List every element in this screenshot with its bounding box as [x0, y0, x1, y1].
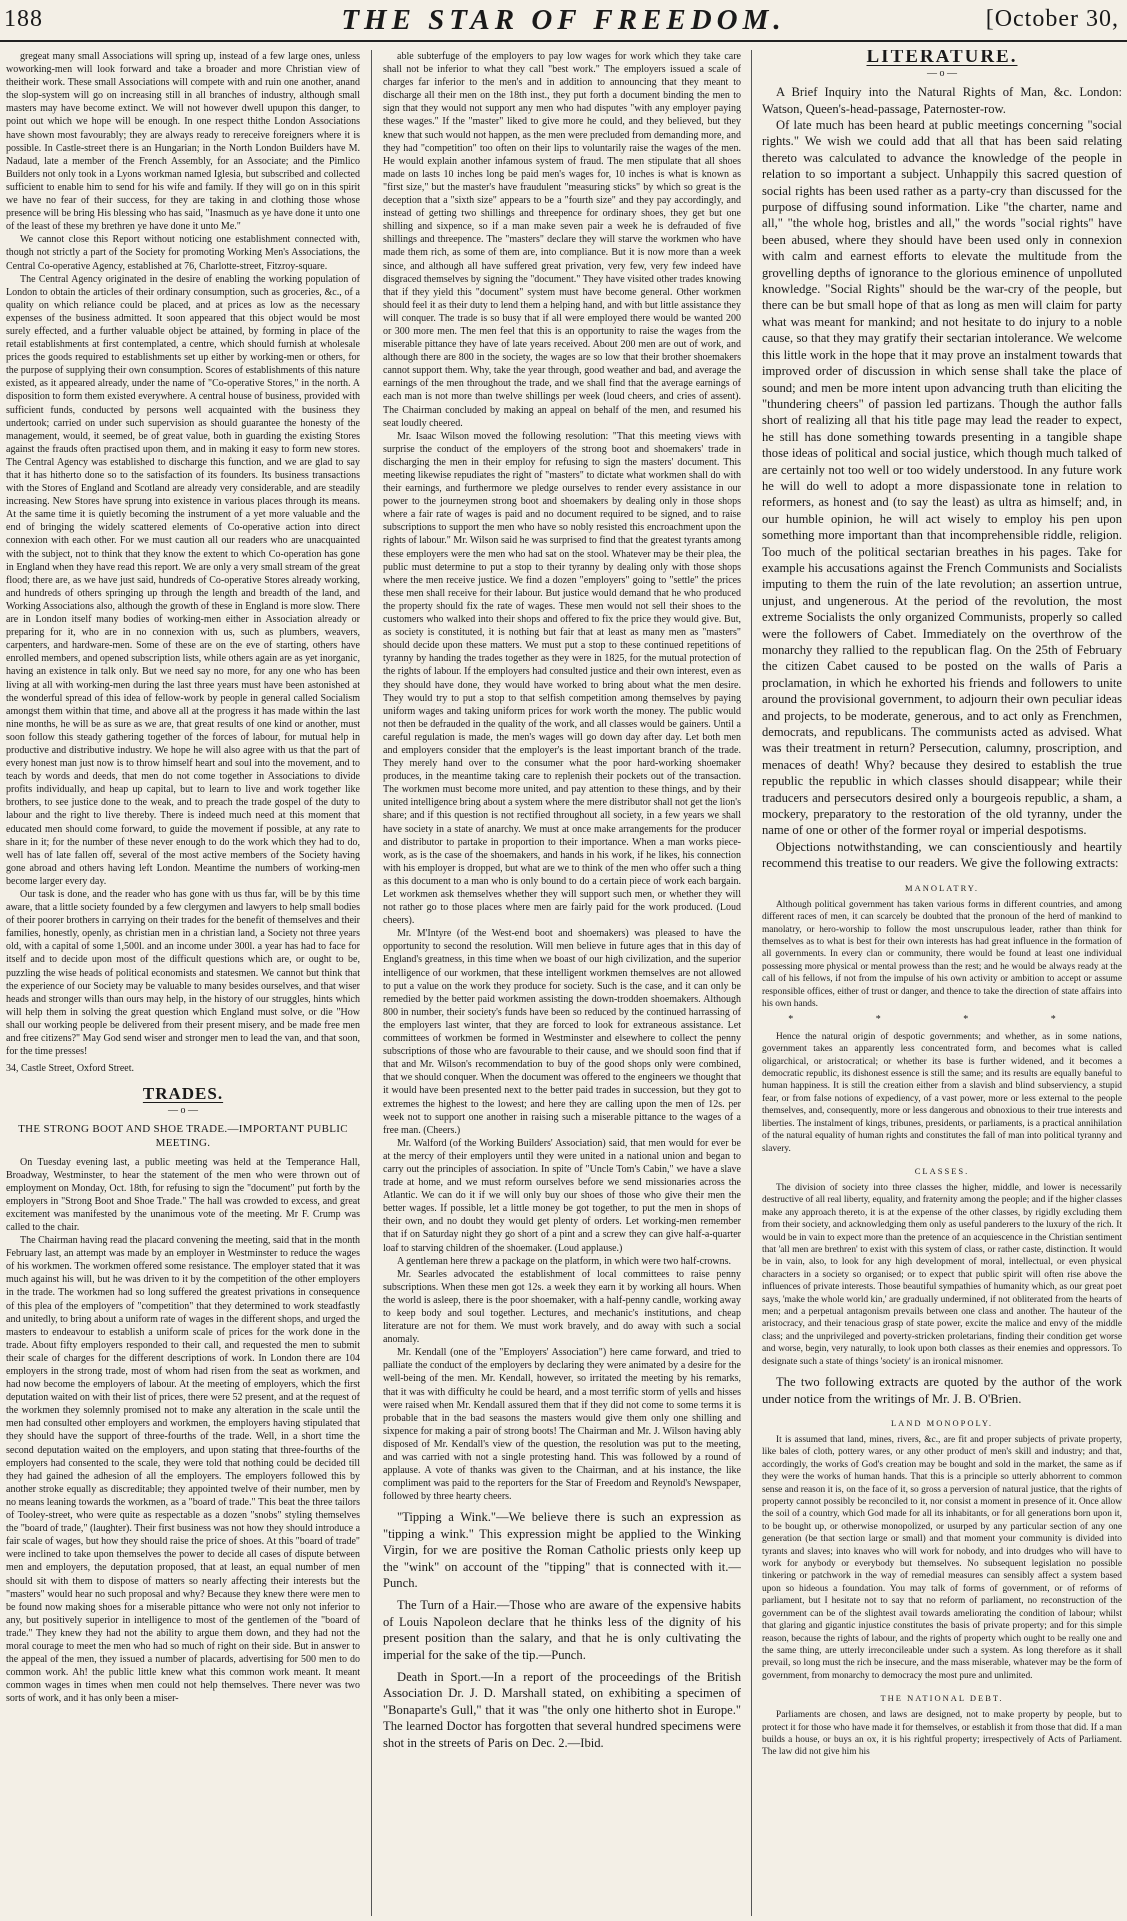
extract-title: LAND MONOPOLY.: [890, 1417, 994, 1428]
newspaper-title: THE STAR OF FREEDOM.: [341, 4, 786, 36]
paragraph: Mr. Isaac Wilson moved the following resolution: "That this meeting views with surprise the conduct of the employers of the strong boot and shoemakers' trade in discharging the men in their employ for refusing to sign the masters' document. This meeting likewise repudiates the right of "masters" to dictate what workmen shall do with their earnings, and furthermore we pledge ourselves to render every assistance in our power to the journeymen strong boot and shoemakers by dealing only in those shops where a fair rate of wages is paid and no document required to be signed, and to raise subscriptions to support the men who have so nobly resisted this encroachment upon the rights of labour." Mr. Wilson said he was surprised to find that the greatest tyrants among these employers were the men who had sat on the stool. Whatever may be their plea, the public must determine to put a stop to their tyranny by dealing only with those shops where the men receive justice. We find a dozen "employers" going to "settle" the prices these men shall receive for their labour. But justice would demand that he who produced the property should fix the rate of wages. These men would not sell their shoes to the customers who walked into their shops and offered to fix the price they would give. But, as society is constituted, it is nothing but fair that at least as many men as "masters" should decide upon these matters. We must put a stop to these continued repetitions of tyranny by handing the trades together as they were in 1825, for the mutual protection of the rights of labour. If the employers had consulted justice and their own interest, even as they should have done, they would have worked to bring about what the men desire. They would try to put a stop to that selfish competition among themselves by paying uniform wages and taking uniform prices for work worth the money. The public would not then be defrauded in the quality of the work, and all classes would be gainers. Until a careful regulation is made, the men's wages will go down day after day. Let both men and employers consider that the employer's is the least important branch of the trade. They merely hand over to the consumer what the poor hard-working shoemaker produces, in the meantime taking care to replenish their pockets out of the transaction. The workmen must become more united, and pay attention to these things, and by their united intelligence bring about a system where the mere distributor shall not get the lion's share; and if this question is not rectified throughout all society, in a few years we shall have society in a state of anarchy. We must at once make arrangements for the producer and distributor to partake in proportion to their importance. When a man works piece-work, as is the case of the shoemakers, and hands in his work, if he likes, his connection with his employer is dropped, but what are we to think of the men who offer such a thing as this document to a man who is only bound to do a certain piece of work each bargain. Let workmen ask themselves whether they will support such men, or whether they will not rather go to those places where men are fairly paid for the work produced. (Loud cheers).: [383, 430, 741, 927]
paragraph: The two following extracts are quoted by the author of the work under notice from the writings of Mr. J. B. O'Brien.: [762, 1375, 1122, 1406]
header-rule: [0, 40, 1127, 42]
paragraph: Mr. Kendall (one of the "Employers' Association") here came forward, and tried to palliate the conduct of the employers by declaring they were animated by a desire for the well-being of the men. Mr. Kendall, however, so irritated the meeting by his remarks, that it was with difficulty he could be heard, and a most terrific storm of yells and hisses were raised when Mr. Kendall assured them that if they did not come to some terms it is probable that in the bad seasons the masters would give them only one shilling and sixpence for making a pair of strong boots! The Chairman and Mr. J. Wilson having ably disposed of Mr. Kendall's view of the question, the resolution was put to the meeting, and was carried with not a single protesting hand. This was followed by a round of applause. A vote of thanks was given to the Chairman, and at his instance, the like compliment was paid to the reporters for the Star of Freedom and Reynold's Newspaper, followed by three hearty cheers.: [383, 1347, 741, 1503]
paragraph: Hence the natural origin of despotic governments; and whether, as in some nations, government takes an apparently less concentrated form, and becomes what is called oligarchical, or aristocratical; or whether its base is further widened, and it becomes a democratic republic, its dishonest essence is still the same; and its results are equally baneful to human happiness. It is still the creation either from a slavish and blind subserviency, a stupid fear, or from false notions of expediency, of a vast power, more or less external to the people themselves, and, consequently, more or less dangerous and obnoxious to their true interests and liberties. The instalment of kings, tribunes, presidents, or parliaments, is a practical annihilation of the natural equality of human rights and constitutes the fall of man into political tyranny and slavery.: [762, 1031, 1122, 1154]
section-ornament: — o —: [927, 68, 957, 80]
extract-title: MANOLATRY.: [905, 882, 979, 893]
news-item: "Tipping a Wink."—We believe there is such an expression as "tipping a wink." This expression might be applied to the Winking Virgin, for we are positive the Roman Catholic priests only keep up the "wink" on account of the "tipping" that is connected with it.—Punch.: [383, 1510, 741, 1591]
paragraph: Although political government has taken various forms in different countries, and among different races of men, it can scarcely be doubted that the pronoun of the herd of mankind to manolatry, or hero-worship to follow the most unscrupulous leader, rather than think for themselves as to what is best for their own interests has had great influence in the formation of all governments. In every clan or community, there would be found at least one individual possessing more physical or mental prowess than the rest; and he would be always ready at the call of his fellows, if not from the impulse of his own activity or ambition to accept or assume responsible offices, either of trust or danger, and thence to take the direction of state affairs into his own hands.: [762, 899, 1122, 1010]
paragraph: Mr. Walford (of the Working Builders' Association) said, that men would for ever be at the mercy of their employers until they were united in a national union and began to carry out the principles of association. In spite of "Uncle Tom's Cabin," we have a slave trade at home, and we must reform ourselves before we send missionaries across the Atlantic. We can do it if we will only buy our shoes of those who give their men the better wages. If possible, let a little money be got together, to put the men in shops of their own, and no doubt they would get plenty of orders. Let working-men remember that if on Saturday night they go short of a pint and a screw they can give half-a-quarter loaf to starving children of the shoemaker. (Loud applause.): [383, 1137, 741, 1254]
miscellany-items: [383, 1509, 741, 1751]
issue-date: [October 30,: [985, 6, 1119, 32]
article-headline: THE STRONG BOOT AND SHOE TRADE.—IMPORTANT PUBLIC MEETING.: [18, 1122, 348, 1149]
paragraph: Objections notwithstanding, we can conscientiously and heartily recommend this treatise to our readers. We give the following extracts:: [762, 839, 1122, 871]
review-heading: A Brief Inquiry into the Natural Rights of Man, &c. London: Watson, Queen's-head-passage, Paternoster-row.: [762, 85, 1122, 116]
paragraph: Our task is done, and the reader who has gone with us thus far, will be by this time aware, that a little society founded by a few clergymen and lawyers to help small bodies of their poorer brothers in carrying on their trades for the benefit of themselves and their families, honestly, openly, as christian men in a christian land, a Society not three years old, with a capital of some 1,500l. and an income under 300l. a year has had to face for itself and to decide upon most of the difficult questions which are, or ought to be, puzzling the wise heads of political economists and statesmen. We cannot but think that the experience of our Society may be valuable to many besides ourselves, and that wiser heads and stronger wills than ours may help, in the history of our struggles, hints which will help them in solving the great question which England must solve, or die "How shall our working people be delivered from their present misery, and be made free men and free citizens?" May God send wiser and stronger men to lead the van, and that soon, for the time presses!: [6, 889, 360, 1058]
paragraph: It is assumed that land, mines, rivers, &c., are fit and proper subjects of private property, like bales of cloth, pottery wares, or any other product of men's skill and industry; and that, accordingly, the works of God's creation may be bought and sold in the market, the same as if they were the works of human hands. That this is a principle so utterly abhorrent to common sense and reason it is, on the face of it, so gross a perversion of natural justice, that the rights of property cannot possibly be reconciled to it, nor consist a moment in presence of it. Once allow the soil of a country, which God made for all its inhabitants, or for all generations born upon it, to be bought up, or otherwise monopolized, or usurped by any particular section of any one generation (be that section large or small) and that moment your community is divided into tyrants and slaves; into knaves who will work for nobody, and into drudges who will have to work for anybody or everybody but themselves. No subsequent legislation no possible tinkering or patchwork in the way of remedial measures can sensibly affect a system based upon so hideous a foundation. You may talk of forms of government, or of reforms of parliament, but I hesitate not to say that no reform of parliament, no reconstruction of the government can be of the slightest avail towards ameliorating the condition of labour; whilst that glaring and gigantic injustice constitutes the basis of private property; and for this simple reason, because the rights of labour, and the rights of property which ought to be really one and the same thing, are utterly irreconcileable under such a system. As long therefore as it shall prevail, so long must the rich be insecure, and the mass miserable, whatever may be the form of government, from monarchy to democracy the most pure and unlimited.: [762, 1435, 1122, 1681]
column-2: [383, 50, 741, 1918]
paragraph: Mr. Searles advocated the establishment of local committees to raise penny subscriptions. When these men got 12s. a week they earn it by working all hours. When the world is asleep, there is the poor shoemaker, with a half-penny candle, working away to keep body and soul together. Lectures, and mechanic's institutions, and cheap literature are not for them. We must work bravely, and do away with such a social anomaly.: [383, 1268, 741, 1346]
column-divider: [371, 50, 372, 1916]
paragraph: We cannot close this Report without noticing one establishment connected with, though not strictly a part of the Society for promoting Working Men's Associations, the Central Co-operative Agency, established at 76, Charlotte-street, Fitzroy-square.: [6, 234, 360, 272]
section-ornament: — o —: [168, 1105, 198, 1117]
column-divider: [751, 50, 752, 1916]
trades-section-title: TRADES.: [142, 1084, 224, 1104]
report-address: 34, Castle Street, Oxford Street.: [6, 1063, 135, 1075]
section-break-stars: * * * *: [788, 1014, 1096, 1026]
paragraph: The division of society into three classes the higher, middle, and lower is necessarily destructive of all real liberty, equality, and fraternity among the people; and if the higher classes make any approach thereto, it is at the expense of the other classes, by rigidly excluding them from their society, and acknowledging them only as useful panderers to the luxury of the rich. It would be in vain to expect more than the pretence of an acquiescence in the Christian sentiment that 'all men are brethren' to exist with this system of class, or rather caste, distinction. It would be in vain, also, to look for any high development of moral, intellectual, or even physical characters in a society so organised; or to expect that public spirit will often rise above the influences of private interests. Those beautiful sympathies of humanity which, as our great poet says, 'make the whole world kin,' are gradually undermined, if not obliterated from the hearts of men; and a perpetual antagonism prevails between one class and another. The hauteur of the aristocracy, and their tenacious grasp of state power, excite the malice and envy of the middle class; and the unprivileged and poverty-stricken proletarians, finding their condition get worse and worse, begin, very naturally, to look upon both classes as their enemies and oppressors. To designate such a state of things 'society' is an ironical misnomer.: [762, 1183, 1122, 1367]
extract-title: CLASSES.: [914, 1165, 970, 1176]
paragraph: Of late much has been heard at public meetings concerning "social rights." We wish we could add that all that has been said relating thereto was calculated to advance the knowledge of the people in relation to so important a subject. Unhappily this sacred question of social rights has been used rather as a party-cry than discussed for the purpose of diffusing sound information. Like "the charter, name and all," "the whole hog, bristles and all," the words "social rights" have been abused, where they should have been used only in connexion with calm and earnest efforts to elevate the multitude from the grovelling depths of ignorance to the glorious eminence of unpolluted knowledge. "Social Rights" should be the war-cry of the people, but there can be but small hope of that as long as men will claim for party what was meant for mankind; and not hesitate to do injury to a noble cause, so that they may gratify their sectarian intolerance. We welcome this little work in the hope that it may prove an instalment towards that improved order of discussion in which sense shall take the place of sound; and men be more intent upon advancing truth than eliciting the "thundering cheers" of passion led partizans. Though the author falls short of realizing all that his title page may lead the reader to expect, he still has done something towards presenting in a tangible shape those ideas of political and social justice, which though much talked of are certainly not too well or too widely understood. In any future work he will do well to adopt a more dispassionate tone in relation to reformers, as honest and (to say the least) as ultra as himself; and, in our humble opinion, he will act wisely to employ his pen upon something more important than that incomprehensible riddle, religion. Too much of the political sectarian breathes in his pages. Take for example his accusations against the French Communists and Socialists imputing to them the ruin of the late revolution; an assertion untrue, unjust, and ungenerous. At the period of the revolution, the most extreme Socialists the only organized Communists, properly so called were the followers of Cabet. Immediately on the overthrow of the monarchy they rallied to the republican flag. On the 25th of February the citizen Cabet caused to be posted on the walls of Paris a proclamation, in which he exhorted his friends and followers to unite around the provisional government, to adjourn their own peculiar ideas and projects, to be moderate, generous, and to act only as Frenchmen, democrats, and republicans. The communists acted as advised. What was their treatment in return? Persecution, calumny, proscription, and menaces of death! Why? because they desired to establish the true republic the republic in which classes should disappear; while their traducers and persecutors desired only a bourgeois republic, a sham, a mockery, preparatory to the restoration of the old tyranny, under the name of one or other of the former royal or imperial despotisms.: [762, 118, 1122, 838]
page-number: 188: [4, 6, 43, 32]
paragraph: The Chairman having read the placard convening the meeting, said that in the month February last, an attempt was made by an employer in Westminster to reduce the wages of his workmen. The workmen offered some resistance. The employer stated that it was much against his will, but he was driven to it by the competition of the other employers in the trade. The workmen had so long suffered the greatest privations in consequence of this plea of the employers of "competition" that they determined to work steadfastly and unitedly, to bring about a uniform rate of wages in the different shops, and urged the masters to endeavour to establish a uniform scale of prices for the work done in the trade. About fifty employers responded to their call, and requested the men to submit their scale of charges for the different descriptions of work. In London there are 104 employers in the strong trade, most of whom had risen from the seat as workmen, and had now become the employers of labour. At the meeting of employers, which the first deputation waited on with their list of prices, there were 52 present, and at the request of the workmen they solemnly promised not to make any alteration in the scale until the men had consulted other employers and workmen, the employers having stipulated that they should have the support of three-fourths of the trade. Well, in a short time the second deputation waited on the employers, and upon stating that three-fourths of the employers had consented to the scale, they were told that nothing could be decided till they had gained the adhesion of all the employers. The employers followed this by another stroke equally as discreditable; they appointed twelve of their number, men by no means leaning towards the workmen, as a "board of trade." This beat the three tailors of Tooley-street, who were quite as respectable as a dozen "snobs" styling themselves the "board of trade," (laughter). Their first business was not how they should introduce a fair scale of wages, but how they should raise the price of shoes. At this "board of trade" were inclined to take upon themselves the power to decide all cases of dispute between men and employers, the deputation proposed, that at least, an equal number of men should sit with them to dispose of matters so nearly affecting their interests but the "masters" would hear no such proposal and why? Because they knew there were men to be found now making shoes for a miserable pittance who were not only not inferior to any, but positively superior in intelligence to most of the gentlemen of the "board of trade." They knew they had not the ability to argue them down, and they had not the moral courage to meet the men who had so much of right on their side. But in answer to the appeal of the men, they issued a number of placards, advertising for 500 men to do common work. Ah! the public little knew what this common work meant. It meant common wages in times when men could not help themselves. There never was two sorts of work, and it has only been a miser-: [6, 1235, 360, 1705]
extract-title: THE NATIONAL DEBT.: [880, 1693, 1004, 1704]
review-body: [762, 84, 1122, 872]
literature-section-title: LITERATURE.: [866, 50, 1018, 67]
paragraph: On Tuesday evening last, a public meeting was held at the Temperance Hall, Broadway, Westminster, to hear the statement of the men who were thrown out of employment on Monday, Oct. 18th, for refusing to sign the "document" put forth by the employers in "Strong Boot and Shoe Trade." The hall was crowded to excess, and great excitement was manifested by the unanimous vote of the meeting. Mr F. Crump was called to the chair.: [6, 1156, 360, 1233]
co-operation-report: [6, 50, 360, 1075]
obrien-intro: [762, 1374, 1122, 1407]
extract-body: [762, 899, 1122, 1155]
column-1: [6, 50, 360, 1918]
column-3: [762, 50, 1122, 1918]
paragraph: The Central Agency originated in the desire of enabling the working population of London to obtain the articles of their ordinary consumption, such as groceries, &c., of a quality on which reliance could be placed, and at prices as low as the necessary expenses of the business admitted. It soon appeared that this object would be most surely effected, and a further valuable object be attained, by forming in place of the retail establishments at first contemplated, a centre, which should furnish at wholesale prices the goods required to establishments set up either by working-men or others, for the purpose of supplying their own consumption. Scores of establishments of this nature existed, as it appeared already, under the name of "Co-operative Stores," in the north. A disposition to form them existed everywhere. A central house of business, provided with sufficient funds, conducted by persons well acquainted with the business they undertook; carried on under such supervision as should guarantee the honesty of the management, would, it seemed, be of great value, both in guarding the existing Stores against the frauds often practised upon them, and in making it easy to form new stores. The Central Agency was established to discharge this function, and we are glad to say that it has hitherto done so to the satisfaction of its founders. Its business transactions with the Stores of England and Scotland are already very considerable, and are steadily increasing. New Stores have sprung into existence in various places through its means. At the same time it is quietly becoming the instrument of a yet more valuable and the end of bringing the widely scattered elements of Co-operative action into direct connexion with each other. For we must caution all our readers who are unacquainted with the subject, not to think that they know the extent to which Co-operation has gone in England when they have read this report. We are only a very small stream of the great flood; there are, as we have just said, hundreds of Co-operative Stores already working, and hundreds of others springing up through the length and breadth of the land, and Working Associations also, although the growth of these in England is more slow. There are in London itself many bodies of working-men either in Association already or preparing for it, who are in no connexion with us, such as plumbers, weavers, carpenters, and hardware-men. Some of these are on the eve of starting, others have enrolled members, and opened subscription lists, while others again are as yet inorganic, having an existence in talk only. But we need say no more, for any one who has been living at all with working-men during the last three years must have been astonished at the wonderful spread of this idea of fellow-work by people in general called Socialism amongst them within that time, and above all at the progress it has made within the last nine months, he will be as sure as we are, that great results of one kind or another, must soon follow this steady gathering together of the forces of labour, for mutual help in productive and distributive industry. We hope he will also agree with us that the part of every honest man just now is to throw himself heart and soul into the movement, and to teach by words and deeds, that men do not come together in Associations to divide profits individually, and heap up capital, but to learn to live and work together like brothers, to see justice done to the weak, and to preach the trade gospel of the duty to labour and the right to live thereby. There is indeed much need at this moment that educated men should come forward, to guide the movement if possible, at any rate to share in it; for the number of these never enough to do the work which they had to do, well has of late fallen off, several of the most active members of the Society having gone abroad and others having left London. Meantime the numbers of working-men become larger every day.: [6, 273, 360, 887]
paragraph: gregeat many small Associations will spring up, instead of a few large ones, unless woworking-men will look forward and take a broader and more Christian view of theitheir work. These small Associations will compete with and ruin one another, anand the slop-system will go on increasing still in all branches of industry, although small masters may have become extinct. We will not however dwell upupon this danger, to point out which we hope will be enough. In one respect thithe London Associations have shown most favourably; they are always ready to rereceive foreigners where it is possible. In Castle-street there is an Hungarian; in the North London Builders have M. Nadaud, late a member of the French Assembly, for an Associate; and the Pimlico Builders not only took in a Lyons workman named Iglesia, but subscribed and collected sufficient to enable him to send for his wife and family. If they will go on in this spirit we have no fear of their success, for they are taking in and clothing those whose presence will be bring His blessing who has said, "Inasmuch as ye have done it unto one of the least of these my brethren ye have done it unto Me.": [6, 51, 360, 233]
masthead: [0, 0, 1127, 44]
extract-body: [762, 1709, 1122, 1759]
news-item: The Turn of a Hair.—Those who are aware of the expensive habits of Louis Napoleon declare that he thinks less of the dignity of his present position than the salary, and that he is only cultivating the imperial for the sake of the tip.—Punch.: [383, 1598, 741, 1662]
paragraph: Mr. M'Intyre (of the West-end boot and shoemakers) was pleased to have the opportunity to second the resolution. Will men believe in future ages that in this day of England's greatness, in this time when we boast of our high civilization, and the superior intelligence of our workmen, that these intelligent workmen themselves are not allowed to put a value on the work they produce for society. Such is the case, and it can only be remedied by the better paid workmen assisting the down-trodden shoemakers. Although 800 in number, their society's funds have been so reduced by the continued harrassing of the employers last winter, that they are forced to look for extraneous assistance. Let committees of workmen be formed in Westminster and elsewhere to collect the penny subscriptions of those who are favourable to their cause, and we should soon find that if that and Mr. Wilson's recommendation to buy of the good shops only were combined, that we should conquer. When the document was offered to the engineers we thought that it would have been presented next to the better paid trades in succession, but they got to extremes the highest to the lowest; and here they are calling upon the men of 12s. per week not to support one another in raising such a miserable pittance to the wages of a free man. (Cheers.): [383, 928, 741, 1136]
extract-body: [762, 1182, 1122, 1368]
news-item: Death in Sport.—In a report of the proceedings of the British Association Dr. J. D. Marshall stated, on exhibiting a specimen of "Bonaparte's Gull," that it was "the only one hitherto shot in Europe." The learned Doctor has forgotten that several hundred specimens were shot in the streets of Paris on Dec. 2.—Ibid.: [383, 1670, 741, 1750]
extract-body: [762, 1434, 1122, 1682]
paragraph: A gentleman here threw a package on the platform, in which were two half-crowns.: [397, 1255, 732, 1267]
paragraph: able subterfuge of the employers to pay low wages for work which they take care shall not be inferior to what they call "best work." The employers issued a scale of charges far inferior to the men's and in addition to announcing that they meant to discharge all their men on the 18th inst., they put forth a document binding the men to sign that they would not support any men who had disputes "with any employer paying these wages." If the "master" liked to give more he could, and they believed, but they knew that such would not happen, as the men were precluded from demanding more, and they had "competition" too often on their lips to voluntarily raise the wages of the men. He would explain another infamous system of fraud. The men stipulate that all shoes made on lasts 10 inches long be paid men's wages for, 10 inches is what is known as "first size," but the master's have fraudulent "measuring sticks" by which so great is the deception that a "sixth size" appears to be a "fourth size" and they pay accordingly, and instead of getting two shillings and threepence for ordinary shoes, they get but one shilling and sixpence, so if a man make seven pair a week he is defrauded of five shillings and threepence. The "masters" declare they will starve the workmen who have made them rich, as some of them are, into compliance. But it is now more than a week since, and although all have suffered great privation, very few, very few indeed have disgraced themselves by signing the "document." They have visited other trades knowing that if they yield this "document" system must have become general. Other workmen should feel it as their duty to lend them a helping hand, and with but little assistance they will conquer. The trade is so busy that if all were employed there would be wanted 200 or 300 more men. The men feel that this is an opportunity to raise the wages from the miserable pittance they have of late years received. About 200 men are out of work, and although there are 800 in the society, the wages are so low that their brother shoemakers cannot support them. Why, take the year through, good weather and bad, and average the earnings of the men throughout the trade, and we shall find that the average earnings of each man is not more than twelve shillings per week (loud cheers, and cries of assent). The Chairman concluded by making an appeal on behalf of the men, and resumed his seat loudly cheered.: [383, 51, 741, 429]
paragraph: Parliaments are chosen, and laws are designed, not to make property by people, but to protect it for those who have made it for themselves, or establish it from those that did. If a man builds a house, or buys an ox, it is his rightful property; irrespectively of Acts of Parliament. The law did not give him his: [762, 1710, 1122, 1758]
